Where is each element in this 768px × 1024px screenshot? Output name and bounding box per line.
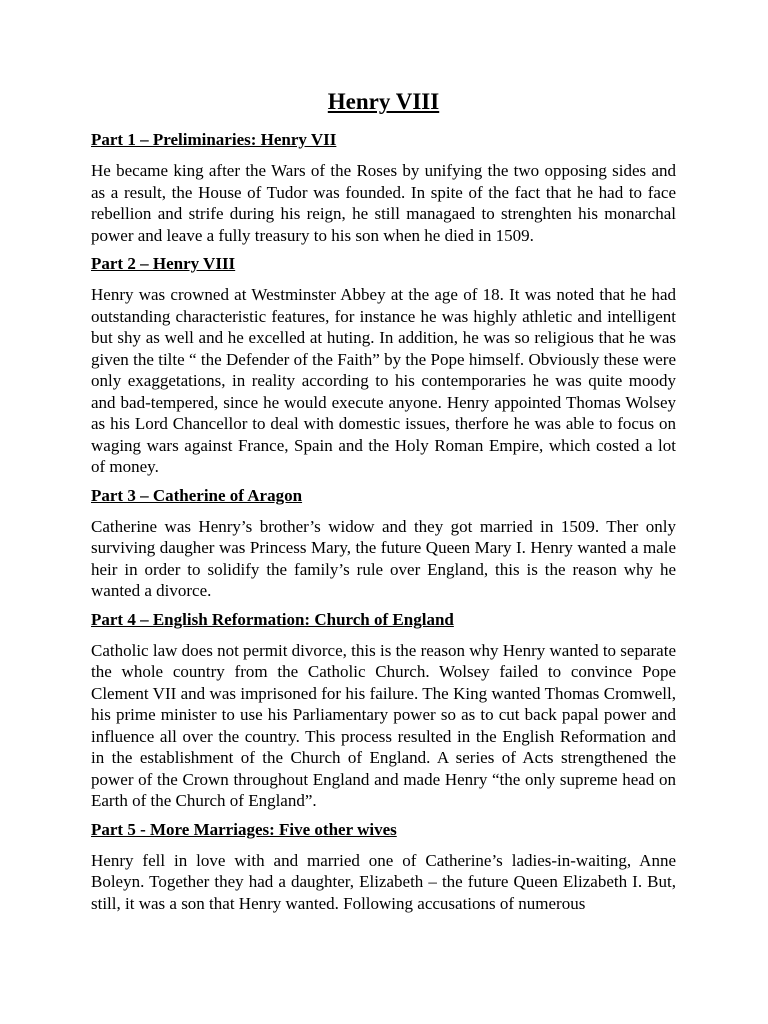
part-4-body: Catholic law does not permit divorce, this is the reason why Henry wanted to separate the whole country from the Catholic Church. Wolsey failed to convince Pope Clement VII and was imprisoned for his failure. The King wanted Thomas Cromwell, his prime minister to use his Parliamentary power so as to cut back papal power and influence all over the country. This process resulted in the English Reformation and in the establishment of the Church of England. A series of Acts strengthened the power of the Crown throughout England and made Henry “the only supreme head on Earth of the Church of England”. bbox=[91, 640, 676, 810]
part-4-section bbox=[91, 610, 676, 812]
part-1-body: He became king after the Wars of the Roses by unifying the two opposing sides and as a result, the House of Tudor was founded. In spite of the fact that he had to face rebellion and strife during his reign, he still managaed to strenghten his monarchal power and leave a fully treasury to his son when he died in 1509. bbox=[91, 161, 676, 245]
part-5-body: Henry fell in love with and married one of Catherine’s ladies-in-waiting, Anne Boleyn. Together they had a daughter, Elizabeth – the future Queen Elizabeth I. But, still, it was a son that Henry wanted. Following accusations of numerous bbox=[91, 850, 676, 913]
document-title: Henry VIII bbox=[327, 89, 440, 114]
part-3-body: Catherine was Henry’s brother’s widow and they got married in 1509. Ther only surviving daugher was Princess Mary, the future Queen Mary I. Henry wanted a male heir in order to solidify the family’s rule over England, this is the reason why he wanted a divorce. bbox=[91, 516, 676, 600]
part-3-heading: Part 3 – Catherine of Aragon bbox=[91, 485, 303, 505]
document-page bbox=[91, 80, 676, 922]
part-5-heading: Part 5 - More Marriages: Five other wives bbox=[91, 819, 397, 839]
part-1-heading: Part 1 – Preliminaries: Henry VII bbox=[91, 130, 337, 149]
part-2-section bbox=[91, 254, 676, 478]
part-5-section bbox=[91, 820, 676, 915]
part-4-heading: Part 4 – English Reformation: Church of England bbox=[91, 609, 454, 629]
part-2-heading: Part 2 – Henry VIII bbox=[91, 254, 236, 273]
part-1-section bbox=[91, 130, 676, 246]
part-3-section bbox=[91, 486, 676, 602]
part-2-body: Henry was crowned at Westminster Abbey at the age of 18. It was noted that he had outstanding characteristic features, for instance he was highly athletic and intelligent but shy as well and he excelled at huting. In addition, he was so religious that he was given the tilte “ the Defender of the Faith” by the Pope himself. Obviously these were only exaggetations, in reality according to his contemporaries he was quite moody and bad-tempered, since he would execute anyone. Henry appointed Thomas Wolsey as his Lord Chancellor to deal with domestic issues, therfore he was able to focus on waging wars against France, Spain and the Holy Roman Empire, which costed a lot of money. bbox=[91, 285, 676, 476]
